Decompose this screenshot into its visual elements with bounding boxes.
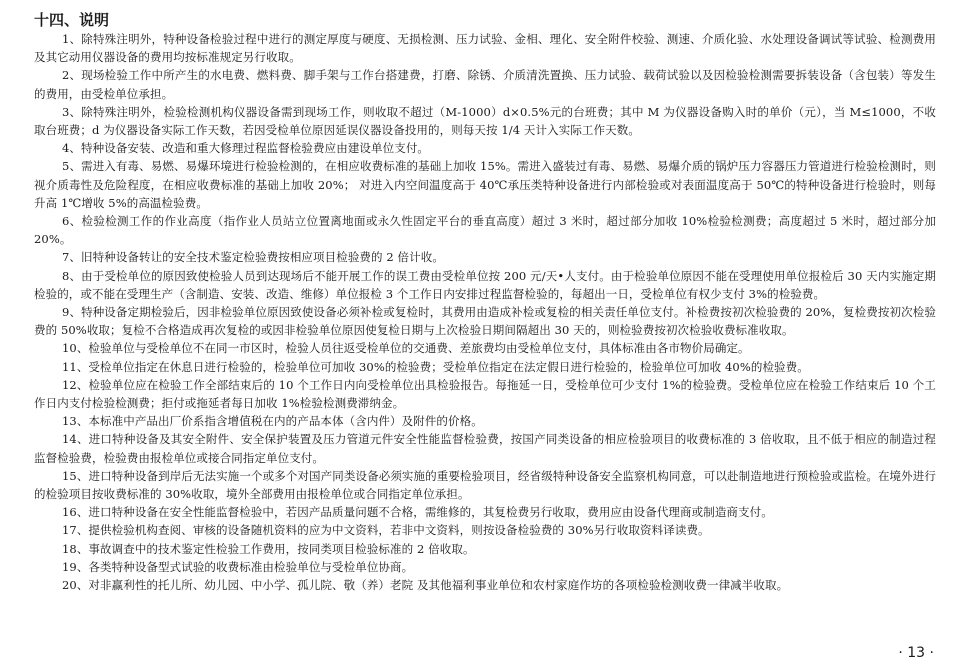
note-item-6: 6、检验检测工作的作业高度（指作业人员站立位置离地面或永久性固定平台的垂直高度）超过 3 米时，超过部分加收 10%检验检测费；高度超过 5 米时，超过部分加 20%。 [34,214,936,247]
note-item-7: 7、旧特种设备转让的安全技术鉴定检验费按相应项目检验费的 2 倍计收。 [62,250,444,265]
note-item-10: 10、检验单位与受检单位不在同一市区时，检验人员往返受检单位的交通费、差旅费均由受检单位支付，具体标准由各市物价局确定。 [62,341,750,356]
note-item-11: 11、受检单位指定在休息日进行检验的，检验单位可加收 30%的检验费；受检单位指定在法定假日进行检验的，检验单位可加收 40%的检验费。 [62,359,809,374]
note-item-15: 15、进口特种设备到岸后无法实施一个或多个对国产同类设备必须实施的重要检验项目，经省级特种设备安全监察机构同意，可以赴制造地进行预检验或监检。在境外进行的检验项目按收费标准的 30%收取，境外全部费用由报检单位或合同指定单位承担。 [34,468,936,502]
page-number: · 13 · [898,645,934,661]
note-item-20: 20、对非赢利性的托儿所、幼儿园、中小学、孤儿院、敬（养）老院 及其他福利事业单位和农村家庭作坊的各项检验检测收费一律减半收取。 [62,578,789,593]
note-item-18: 18、事故调查中的技术鉴定性检验工作费用，按同类项目检验标准的 2 倍收取。 [62,541,475,556]
note-item-1: 1、除特殊注明外，特种设备检验过程中进行的测定厚度与硬度、无损检测、压力试验、金相、理化、安全附件校验、测速、介质化验、水处理设备调试等试验、检测费用及其它动用仪器设备的费用均按标准规定另行收取。 [34,32,936,65]
note-item-14: 14、进口特种设备及其安全附件、安全保护装置及压力管道元件安全性能监督检验费，按国产同类设备的相应检验项目的收费标准的 3 倍收取，且不低于相应的制造过程监督检验费，检验费由报检单位或接合同指定单位支付。 [34,432,936,465]
note-item-16: 16、进口特种设备在安全性能监督检验中，若因产品质量问题不合格，需维修的，其复检费另行收取，费用应由设备代理商或制造商支付。 [62,505,773,520]
note-item-3: 3、除特殊注明外，检验检测机构仪器设备需到现场工作，则收取不超过（M-1000）d×0.5%元的台班费；其中 M 为仪器设备购入时的单价（元），当 M≤1000，不收取台班费；d 为仪器设备实际工作天数，若因受检单位原因延误仪器设备投用的，则每天按 1/4 天计入实际工作天数。 [34,104,936,138]
note-item-2: 2、现场检验工作中所产生的水电费、燃料费、脚手架与工作台搭建费，打磨、除锈、介质清洗置换、压力试验、载荷试验以及因检验检测需要拆装设备（含包装）等发生的费用，由受检单位承担。 [34,68,936,101]
note-item-17: 17、提供检验机构查阅、审核的设备随机资料的应为中文资料，若非中文资料，则按设备检验费的 30%另行收取资料译读费。 [62,523,710,538]
note-item-9: 9、特种设备定期检验后，因非检验单位原因致使设备必须补检或复检时，其费用由造成补检或复检的相关责任单位支付。补检费按初次检验费的 20%，复检费按初次检验费的 50%收取；复检不合格造成再次复检的或因非检验单位原因使复检日期与上次检验日期间隔超出 30 天的，则检验费按初次检验收费标准收取。 [34,305,936,338]
note-item-13: 13、本标准中产品出厂价系指含增值税在内的产品本体（含内件）及附件的价格。 [62,414,483,429]
notes-list [34,30,936,594]
note-item-4: 4、特种设备安装、改造和重大修理过程监督检验费应由建设单位支付。 [62,141,430,156]
note-item-19: 19、各类特种设备型式试验的收费标准由检验单位与受检单位协商。 [62,559,414,574]
note-item-5: 5、需进入有毒、易燃、易爆环境进行检验检测的，在相应收费标准的基础上加收 15%。需进入盛装过有毒、易燃、易爆介质的锅炉压力容器压力管道进行检验检测时，则视介质毒性及危险程度，在相应收费标准的基础上加收 20%； 对进入内空间温度高于 40℃承压类特种设备进行内部检验或对表面温度高于 50℃的特种设备进行检验时，则每升高 1℃增收 5%的高温检验费。 [34,159,936,210]
note-item-12: 12、检验单位应在检验工作全部结束后的 10 个工作日内向受检单位出具检验报告。每拖延一日，受检单位可少支付 1%的检验费。受检单位应在检验工作结束后 10 个工作日内支付检验检测费；拒付或拖延者每日加收 1%检验检测费滞纳金。 [34,377,936,411]
section-title: 十四、说明 [34,11,110,29]
note-item-8: 8、由于受检单位的原因致使检验人员到达现场后不能开展工作的误工费由受检单位按 200 元/天•人支付。由于检验单位原因不能在受理使用单位报检后 30 天内实施定期检验的，或不能在受理生产（含制造、安装、改造、维修）单位报检 3 个工作日内安排过程监督检验的，每超出一日，受检单位有权少支付 3%的检验费。 [34,268,936,301]
